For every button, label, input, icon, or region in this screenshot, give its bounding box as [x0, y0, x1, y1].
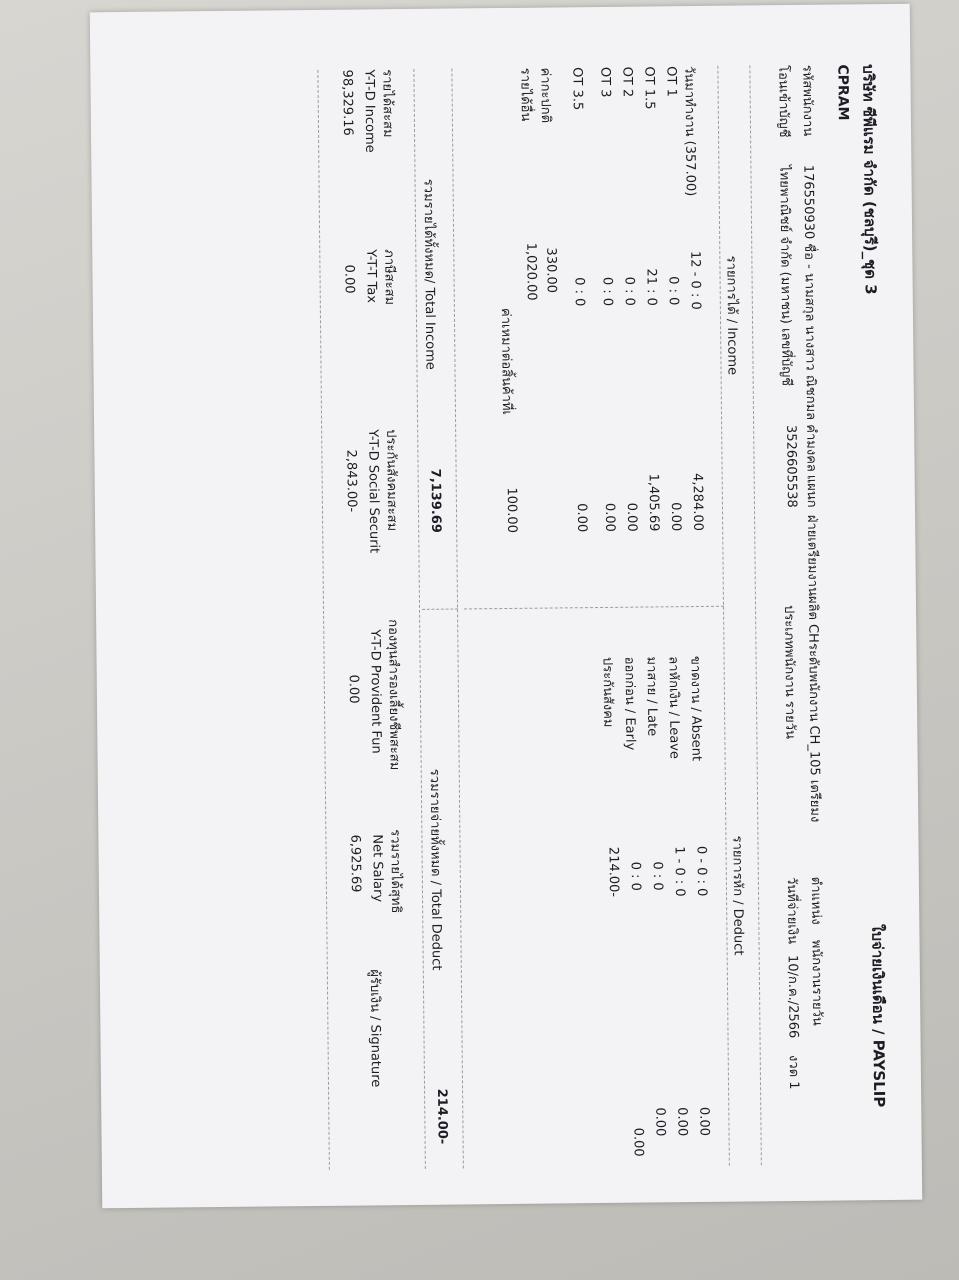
deduct-row-amount: 0.00 [630, 1127, 646, 1157]
deduct-row-label: ขาดงาน / Absent [687, 655, 704, 762]
company-name: บริษัท ซีพีแรม จำกัด (ชลบุรี)_ชุด 3 [859, 64, 880, 295]
ytd-pf-en: Y-T-D Provident Fun [367, 629, 384, 754]
total-income-value: 7,139.69 [427, 468, 444, 533]
deduct-row-qty: 0 - 0 : 0 [693, 845, 710, 897]
income-row-amount: 0.00 [601, 502, 618, 532]
employee-id-value: 176550930 ชื่อ - นามสกุล นางสาว ณิชกมล คำมงคล [800, 164, 819, 472]
deduct-row-label: ลาหักเงิน / Leave [665, 656, 682, 760]
income-row-qty: 0 : 0 [621, 276, 637, 306]
divider-header [717, 66, 730, 1166]
ytd-ss-th: ประกันสังคมสะสม [383, 429, 400, 532]
ytd-ss-value: 2,843.00- [343, 449, 360, 513]
divider-bottom [317, 70, 330, 1170]
extra-income-value: 100.00 [503, 487, 520, 534]
total-deduct-value: 214.00- [434, 1088, 450, 1145]
other-income-value: 1,020.00 [523, 242, 539, 301]
deduct-row-qty: 214.00- [605, 846, 622, 898]
income-row-amount: 0.00 [667, 502, 684, 532]
ytd-income-value: 98,329.16 [339, 69, 356, 136]
pay-date: 10/ก.ค./2566 [784, 954, 801, 1039]
ytd-pf-th: กองทุนสำรองเลี้ยงชีพสะสม [385, 619, 402, 771]
other-income-label: รายได้อื่น [517, 67, 533, 122]
position-label: ตำแหน่ง [807, 876, 824, 925]
payslip-paper [90, 4, 922, 1209]
income-row-qty: 0 : 0 [665, 276, 681, 306]
deduct-row-amount: 0.00 [674, 1107, 690, 1137]
deduct-row-qty: 1 - 0 : 0 [671, 846, 688, 897]
income-row-amount: 0.00 [623, 502, 640, 532]
ytd-income-en: Y-T-D Income [361, 69, 378, 153]
income-header: รายการได้ / Income [723, 255, 740, 376]
income-row-qty: 0 : 0 [571, 277, 587, 307]
net-salary-value: 6,925.69 [347, 834, 363, 893]
income-row-qty: 21 : 0 [643, 268, 659, 307]
payroll-type-label: พนักงานรายวัน [808, 939, 825, 1026]
ytd-pf-value: 0.00 [345, 674, 362, 704]
deduct-header: รายการหัก / Deduct [729, 835, 746, 956]
account-number: 3526605538 [783, 424, 799, 508]
ytd-income-th: รายได้สะสม [379, 69, 396, 138]
income-row-amount: 4,284.00 [689, 473, 706, 532]
allowance-label: ค่ากะปกติ [537, 67, 553, 124]
deduct-row-label: ประกันสังคม [599, 656, 616, 728]
income-row-label: OT 3 [597, 66, 613, 98]
income-row-label: OT 1.5 [641, 66, 657, 110]
deduct-row-amount: 0.00 [652, 1107, 668, 1137]
signature-label: ผู้รับเงิน / Signature [366, 969, 384, 1088]
column-divider [464, 606, 724, 610]
pay-date-label: วันที่จ่ายเงิน [783, 876, 800, 945]
bank-value: ไทยพาณิชย์ จำกัด (มหาชน) เลขที่บัญชี [776, 164, 794, 387]
ytd-tax-value: 0.00 [341, 264, 357, 294]
ytd-ss-en: Y-T-D Social Securit [365, 429, 382, 554]
deduct-row-label: ออกก่อน / Early [621, 656, 638, 751]
income-row-amount: 0.00 [573, 503, 590, 533]
deduct-row-qty: 0 : 0 [649, 861, 665, 891]
total-income-label: รวมรายได้ทั้งหมด/ Total Income [420, 178, 438, 370]
company-code: CPRAM [834, 64, 851, 121]
income-row-qty: 0 : 0 [599, 276, 615, 307]
employee-type: ประเภทพนักงาน รายวัน [781, 604, 798, 740]
ytd-tax-th: ภาษีสะสม [381, 249, 397, 306]
net-salary-th: รวมรายได้สุทธิ [387, 829, 404, 914]
income-row-label: วันมาทำงาน (357.00) [681, 65, 698, 197]
deduct-row-amount: 0.00 [696, 1106, 712, 1137]
bank-label: โอนเข้าบัญชี [775, 64, 792, 138]
employee-id-label: รหัสพนักงาน [799, 64, 816, 137]
department-label: แผนก [803, 474, 819, 508]
pay-period: งวด 1 [785, 1054, 802, 1090]
ytd-tax-en: Y-T-T Tax [363, 249, 379, 304]
allowance-value: 330.00 [543, 247, 559, 294]
deduct-row-label: มาสาย / Late [643, 656, 660, 737]
income-row-label: OT 2 [619, 66, 635, 98]
divider-top [749, 65, 762, 1165]
income-row-label: OT 1 [663, 66, 679, 97]
totals-divider [422, 609, 458, 610]
income-row-label: OT 3.5 [569, 67, 585, 111]
extra-income-label: ค่าเหมาต่อสิ้นค้าที่เ [497, 307, 514, 416]
department-value: ฝ่ายเตรียมงานผลิต CHระดับพนักงาน CH_105 เตรียมง [804, 514, 823, 823]
total-deduct-label: รวมรายจ่ายทั้งหมด / Total Deduct [426, 768, 444, 971]
slip-title: ใบจ่ายเงินเดือน / PAYSLIP [868, 924, 889, 1108]
divider-totals [451, 69, 464, 1169]
payslip-sheet [110, 44, 902, 1202]
deduct-row-qty: 0 : 0 [627, 861, 643, 891]
net-salary-en: Net Salary [369, 834, 386, 903]
income-row-amount: 1,405.69 [645, 473, 662, 532]
income-row-qty: 12 - 0 : 0 [687, 250, 703, 310]
